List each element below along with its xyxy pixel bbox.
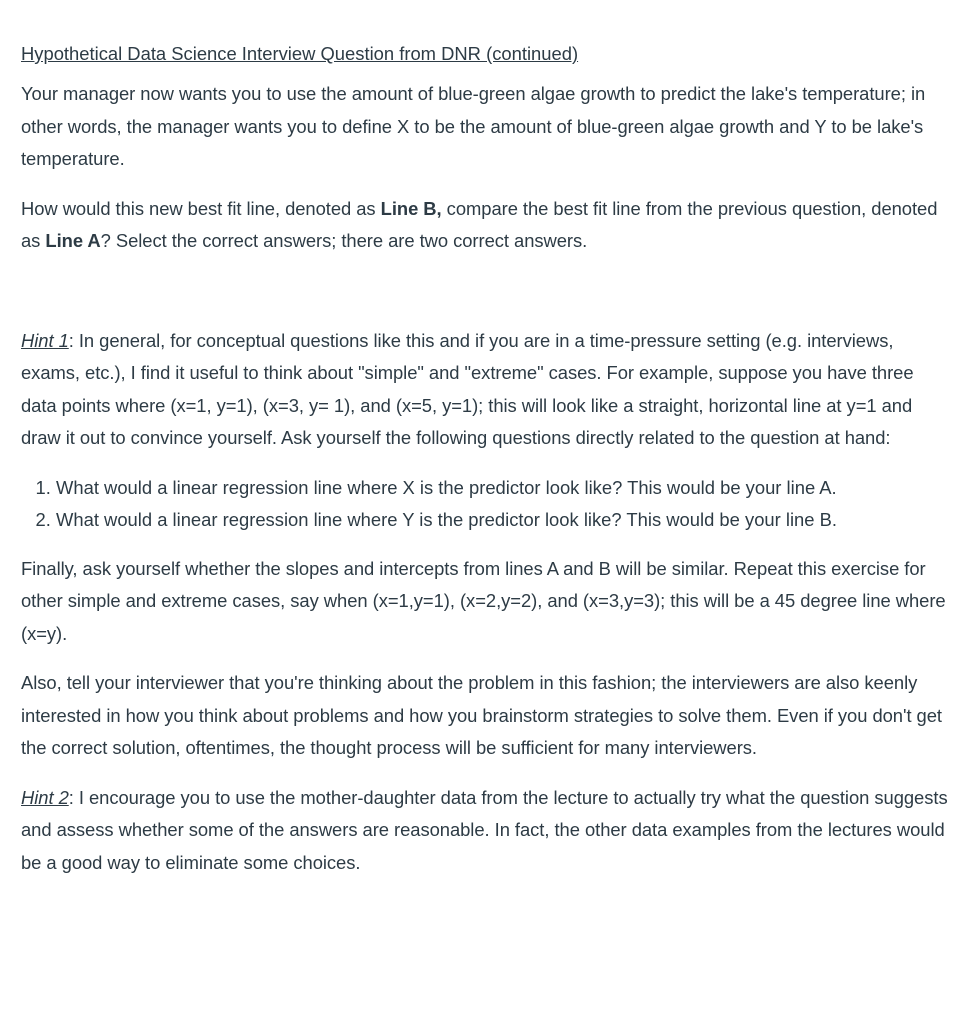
- also-paragraph: Also, tell your interviewer that you're thinking about the problem in this fashion; the interviewers are also keenly interested in how you think about problems and how you brainstorm strategies to solve them. Even if you don't get the correct solution, oftentimes, the thought process will be sufficient for many interviewers.: [21, 672, 942, 758]
- page-title: Hypothetical Data Science Interview Question from DNR (continued): [21, 43, 579, 64]
- hint-1-label: Hint 1: [21, 329, 69, 351]
- question-text-3: ? Select the correct answers; there are two correct answers.: [100, 230, 588, 251]
- finally-paragraph: Finally, ask yourself whether the slopes and intercepts from lines A and B will be similar. Repeat this exercise for other simple and extreme cases, say when (x=1,y=1), (x=2,y=2), and (x=3,y=3); this will be a 45 degree line where (x=y).: [21, 557, 946, 644]
- question-text-1: How would this new best fit line, denoted as: [21, 197, 381, 219]
- hint-2-label: Hint 2: [21, 786, 69, 808]
- list-item: 1. What would a linear regression line where X is the predictor look like? This would be your line A.: [56, 472, 948, 505]
- intro-paragraph: Your manager now wants you to use the amount of blue-green algae growth to predict the lake's temperature; in other words, the manager wants you to define X to be the amount of blue-green algae growth and Y to be lake's temperature.: [21, 83, 926, 169]
- hint-1-text: : In general, for conceptual questions like this and if you are in a time-pressure setting (e.g. interviews, exams, etc.), I find it useful to think about "simple" and "extreme" cases. For example, suppose you have three data points where (x=1, y=1), (x=3, y= 1), and (x=5, y=1); this will look like a straight, horizontal line at y=1 and draw it out to convince yourself. Ask yourself the following questions directly related to the question at hand:: [21, 329, 914, 448]
- spacer: [21, 275, 948, 325]
- line-a-label: Line A: [45, 230, 101, 251]
- line-b-label: Line B,: [380, 197, 442, 219]
- hint-1-paragraph: [21, 325, 948, 455]
- hint-2-text: : I encourage you to use the mother-daughter data from the lecture to actually try what the question suggests and assess whether some of the answers are reasonable. In fact, the other data examples from the lectures would be a good way to eliminate some choices.: [21, 786, 948, 873]
- hint-2-paragraph: [21, 782, 948, 880]
- question-text-2: compare the best fit line from the previous question, denoted as: [21, 197, 938, 251]
- steps-list: [21, 472, 948, 537]
- question-paragraph: [21, 193, 948, 258]
- list-item: 2. What would a linear regression line where Y is the predictor look like? This would be your line B.: [56, 504, 948, 537]
